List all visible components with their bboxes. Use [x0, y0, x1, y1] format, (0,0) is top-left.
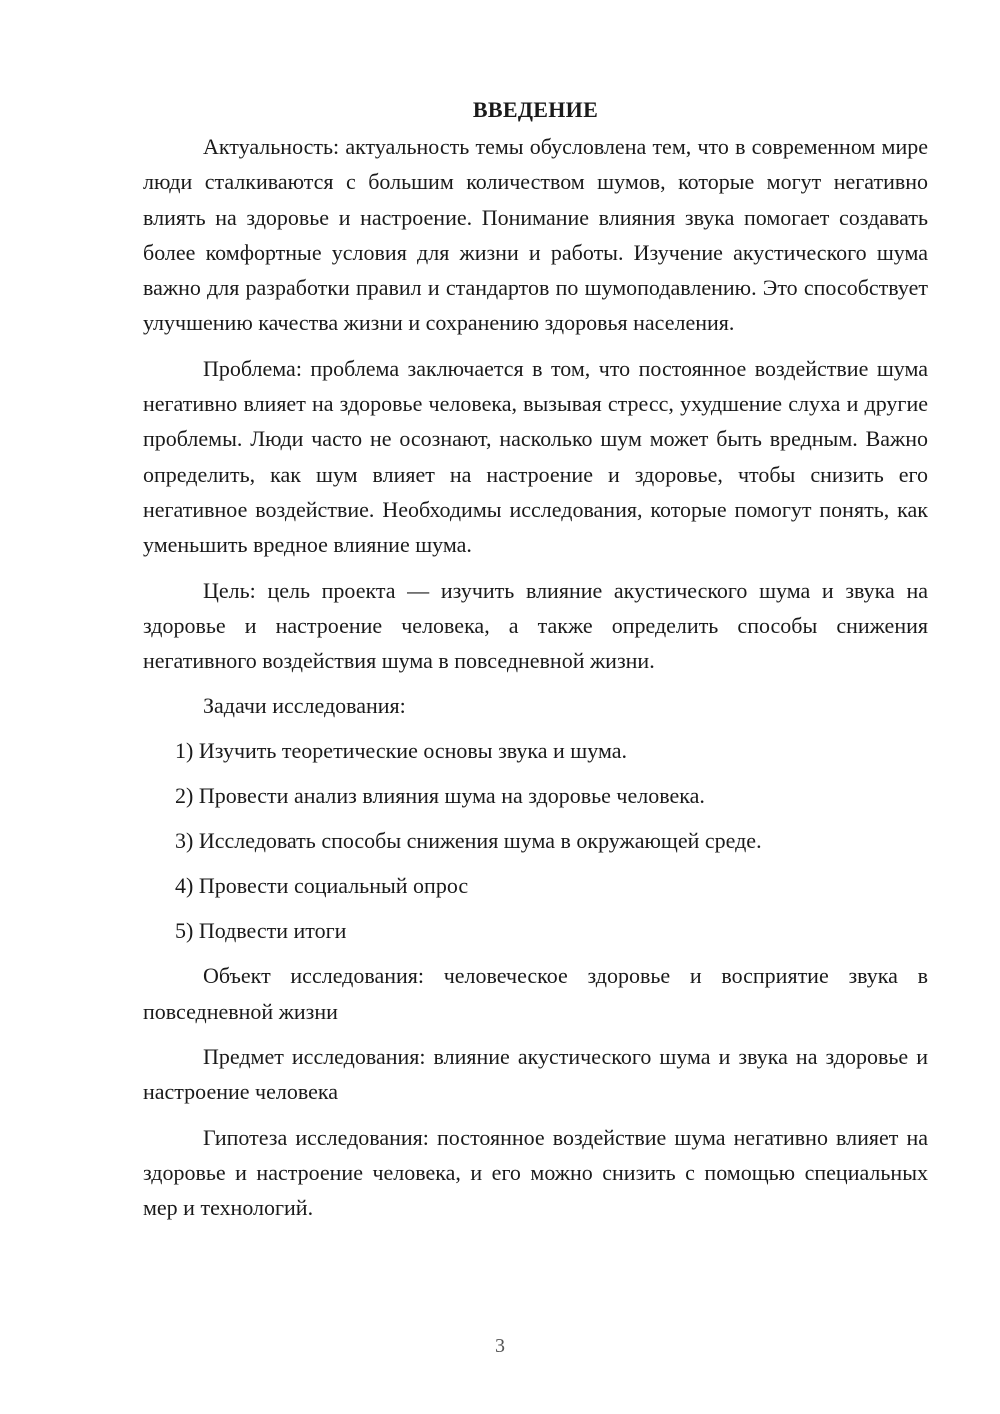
tasks-label: Задачи исследования: [203, 693, 406, 719]
task-item: 1) Изучить теоретические основы звука и шума. [175, 738, 627, 764]
document-page [143, 92, 928, 1236]
object-paragraph: Объект исследования: человеческое здоровье и восприятие звука в повседневной жизни [143, 963, 928, 1024]
task-item: 4) Провести социальный опрос [175, 873, 469, 899]
task-item: 3) Исследовать способы снижения шума в окружающей среде. [175, 828, 762, 854]
relevance-paragraph: Актуальность: актуальность темы обусловлена тем, что в современном мире люди сталкиваются с большим количеством шумов, которые могут негативно влиять на здоровье и настроение. Понимание влияния звука помогает создавать более комфортные условия для жизни и работы. Изучение акустического шума важно для разработки правил и стандартов по шумоподавлению. Это способствует улучшению качества жизни и сохранению здоровья населения. [143, 134, 928, 336]
hypothesis-paragraph: Гипотеза исследования: постоянное воздействие шума негативно влияет на здоровье и настроение человека, и его можно снизить с помощью специальных мер и технологий. [143, 1124, 928, 1221]
task-item: 2) Провести анализ влияния шума на здоровье человека. [175, 783, 705, 809]
task-item: 5) Подвести итоги [175, 918, 347, 944]
subject-paragraph: Предмет исследования: влияние акустического шума и звука на здоровье и настроение человека [143, 1044, 928, 1105]
goal-paragraph: Цель: цель проекта — изучить влияние акустического шума и звука на здоровье и настроение человека, а также определить способы снижения негативного воздействия шума в повседневной жизни. [143, 577, 928, 674]
section-heading: ВВЕДЕНИЕ [472, 97, 599, 122]
tasks-list [143, 733, 928, 948]
page-number: 3 [495, 1335, 505, 1357]
problem-paragraph: Проблема: проблема заключается в том, что постоянное воздействие шума негативно влияет на здоровье человека, вызывая стресс, ухудшение слуха и другие проблемы. Люди часто не осознают, насколько шум может быть вредным. Важно определить, как шум влияет на настроение и здоровье, чтобы снизить его негативное воздействие. Необходимы исследования, которые помогут понять, как уменьшить вредное влияние шума. [143, 355, 928, 558]
